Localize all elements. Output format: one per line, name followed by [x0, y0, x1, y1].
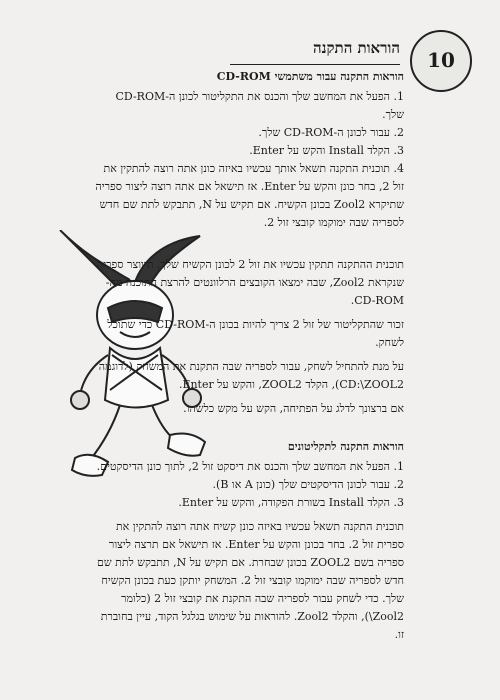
- cdrom-start-note: על מנת להתחיל לשחק, עבור לספריה שבה התקנת את המשחק (לדוגמה CD:\ZOOL2), הקלד ZOOL2, והקש על Enter.: [98, 360, 404, 391]
- page-header: [230, 32, 400, 65]
- cdrom-step-2: 2. עבור לכונן ה-CD-ROM שלך.: [258, 126, 404, 139]
- floppy-step-2: 2. עבור לכונן הדיסקטים שלך (כונן A או B).: [212, 478, 404, 491]
- cdrom-remember-note: זכור שהתקליטור של זול 2 צריך להיות בכונן ה-CD-ROM כדי שתוכל לשחק.: [107, 318, 404, 349]
- floppy-step-1: 1. הפעל את המחשב שלך והכנס את דיסקט זול 2, לתוך כונן הדיסקטים.: [96, 460, 404, 473]
- cdrom-step-1: 1. הפעל את המחשב שלך והכנס את התקליטור לכונן ה-CD-ROM שלך.: [115, 90, 404, 121]
- floppy-section-title: הוראות התקנה לתקליטונים: [287, 440, 404, 453]
- cdrom-section-title: הוראות התקנה עבור משתמשי CD-ROM: [216, 70, 404, 83]
- cdrom-install-note: תוכנית ההתקנה תתקין עכשיו את זול 2 לכונן הקשיח שלך. תיווצר ספריה שנקראת Zool2, שבה ימצאו הקובצים הרלוונטים להרצת התוכנה מה-CD-ROM.: [96, 258, 404, 307]
- page-title: הוראות התקנה: [313, 39, 400, 57]
- cdrom-step-3: 3. הקלד Install והקש על Enter.: [249, 144, 404, 157]
- floppy-step-3: 3. הקלד Install בשורת הפקודה, והקש על Enter.: [178, 496, 404, 509]
- cdrom-step-4: 4. תוכנית התקנה תשאל אותך עכשיו באיזה כונן אתה רוצה להתקין את זול 2, בחר כונן והקש על Enter. אז תישאל אם אתה רוצה ליצור ספריה שתיקרא Zool2 בכונן הקשיח. אם תקיש על N, תתבקש לתת שם חדש לספריה שבה ימוקמו קובצי זול 2.: [95, 162, 404, 229]
- cdrom-skip-note: אם ברצונך לדלג על הפתיחה, הקש על מקש כלשהו.: [183, 402, 404, 415]
- instructions-content: [92, 66, 404, 644]
- page-number-badge: 10: [410, 30, 472, 92]
- floppy-install-note: תוכנית התקנה תשאל עכשיו באיזה כונן קשיח אתה רוצה להתקין את ספרית זול 2. בחר בכונן והקש על Enter. אז תישאל אם תרצה ליצור ספריה בשם ZOOL2 בכונן שבחרת. אם תקיש על N, תתבקש לתת שם חדש לספריה שבה ימוקמו קובצי זול 2. המשחק יותקן כעת בכונן הקשיח שלך. כדי לשחק עבור לספריה שבה התקנת את קובצי זול 2 (כלומר Zool2\), והקלד Zool2. להוראות על שימוש בגלגל הקוד, עיין בחוברת זו.: [97, 520, 404, 641]
